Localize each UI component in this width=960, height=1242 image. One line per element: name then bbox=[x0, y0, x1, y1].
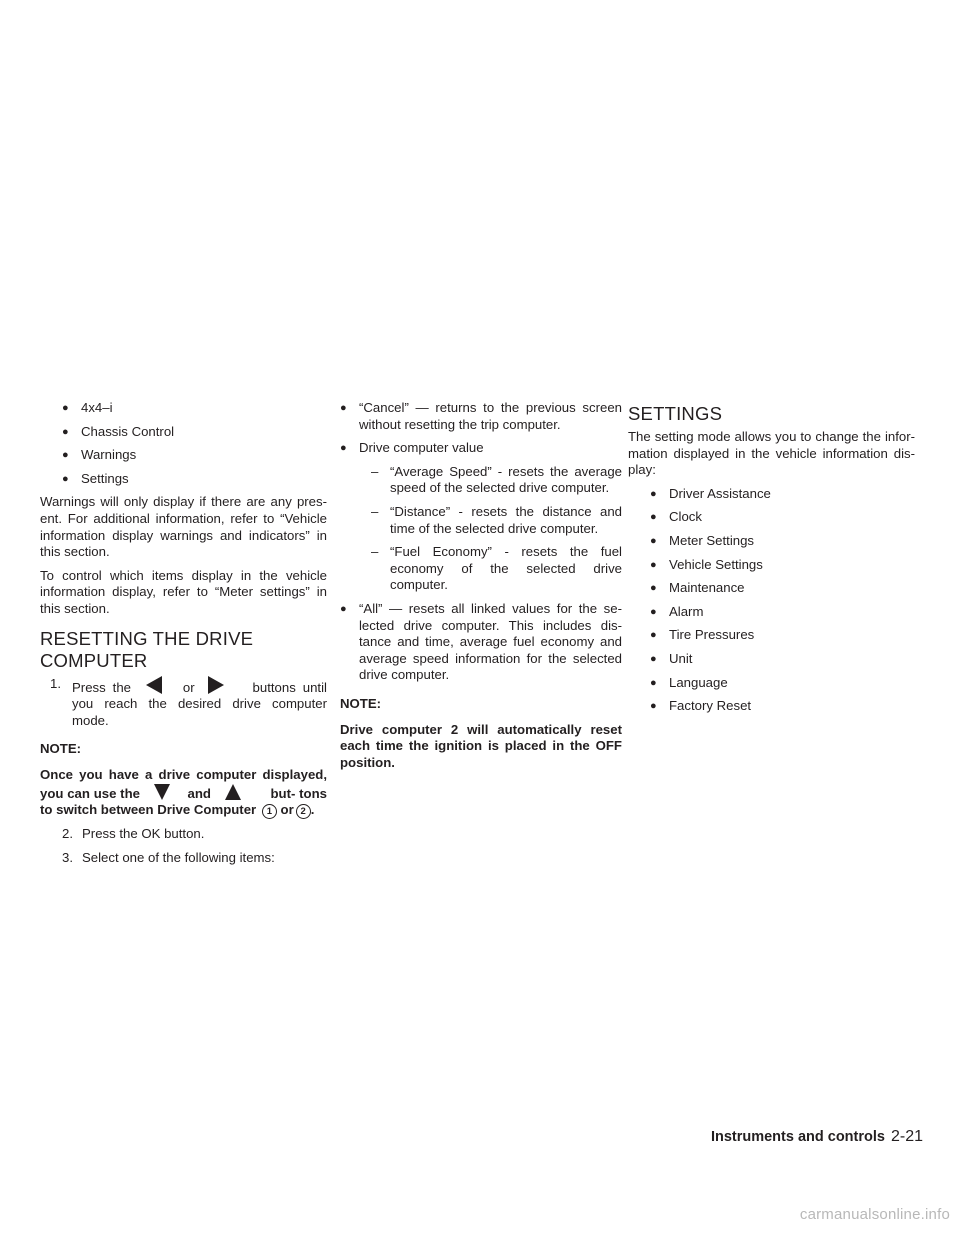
list-item: ● Alarm bbox=[650, 604, 915, 621]
step-3 bbox=[40, 850, 327, 867]
list-item: ● Vehicle Settings bbox=[650, 557, 915, 574]
step-text: Press the OK button. bbox=[82, 826, 205, 842]
left-triangle-icon bbox=[146, 676, 162, 694]
note-text-part: or bbox=[280, 802, 294, 818]
list-item-text: “All” — resets all linked values for the se- lected drive computer. This includes dis- tance and time, average fuel economy and average speed information for the selected drive computer. bbox=[359, 600, 622, 683]
right-triangle-icon bbox=[208, 676, 224, 694]
section-heading-settings: SETTINGS bbox=[628, 403, 723, 424]
note-text bbox=[40, 767, 327, 819]
list-item: ● Chassis Control bbox=[62, 424, 327, 441]
column-3 bbox=[628, 400, 915, 722]
watermark: carmanualsonline.info bbox=[799, 1206, 950, 1223]
note-label: NOTE: bbox=[40, 741, 82, 757]
page-footer bbox=[650, 1129, 923, 1146]
list-item: ● Factory Reset bbox=[650, 698, 915, 715]
step-2 bbox=[40, 826, 327, 843]
dash-icon: – bbox=[371, 503, 379, 519]
step-1 bbox=[40, 676, 327, 730]
list-item: ● Settings bbox=[62, 471, 327, 488]
page-number: 2-21 bbox=[890, 1128, 923, 1145]
column-2 bbox=[340, 400, 622, 778]
list-item-text: Drive computer value bbox=[359, 440, 484, 456]
up-triangle-icon bbox=[225, 784, 241, 800]
step-text: Select one of the following items: bbox=[82, 849, 275, 865]
callout-1-icon: 1 bbox=[262, 804, 277, 819]
list-item: ● Warnings bbox=[62, 447, 327, 464]
section-heading-resetting: RESETTING THE DRIVE COMPUTER bbox=[40, 627, 254, 671]
sub-item bbox=[363, 464, 622, 497]
list-item bbox=[340, 440, 622, 457]
sub-item bbox=[363, 544, 622, 594]
sub-item-text: “Distance” - resets the distance and time of the selected drive computer. bbox=[390, 503, 622, 536]
note-text: Drive computer 2 will automatically reset each time the ignition is placed in the OFF position. bbox=[340, 721, 622, 770]
note-text-part: and bbox=[187, 785, 211, 801]
paragraph-control: To control which items display in the vehicle information display, refer to “Meter settings” in this section. bbox=[40, 567, 327, 616]
list-item: ● Language bbox=[650, 675, 915, 692]
sub-item bbox=[363, 504, 622, 537]
sub-item-text: “Fuel Economy” - resets the fuel economy of the selected drive computer. bbox=[390, 544, 622, 593]
list-item bbox=[340, 400, 622, 433]
step-number: 3. bbox=[62, 849, 73, 865]
list-item: ● Clock bbox=[650, 509, 915, 526]
sub-item-text: “Average Speed” - resets the average speed of the selected drive computer. bbox=[390, 463, 622, 496]
note-text-part: Once you have a drive computer displayed, you can use the bbox=[40, 766, 327, 801]
list-item-text: “Cancel” — returns to the previous screen without resetting the trip computer. bbox=[359, 400, 622, 432]
dash-icon: – bbox=[371, 544, 379, 560]
list-item: ● 4x4–i bbox=[62, 400, 327, 417]
step-number: 2. bbox=[62, 826, 73, 842]
down-triangle-icon bbox=[154, 784, 170, 800]
column-1 bbox=[40, 400, 327, 873]
step-number: 1. bbox=[50, 675, 61, 691]
dash-icon: – bbox=[371, 463, 379, 479]
list-item: ● Meter Settings bbox=[650, 533, 915, 550]
paragraph-warnings: Warnings will only display if there are any pres- ent. For additional information, refer to “Vehicle information display warnings and indicators” in this section. bbox=[40, 494, 327, 560]
paragraph-settings-intro: The setting mode allows you to change the infor- mation displayed in the vehicle information dis- play: bbox=[628, 429, 915, 478]
note-label: NOTE: bbox=[340, 695, 382, 711]
note-text-part: but- tons to switch between Drive Computer bbox=[40, 785, 327, 818]
note-text-part: . bbox=[310, 802, 315, 818]
list-item: ● Tire Pressures bbox=[650, 627, 915, 644]
list-item: ● Driver Assistance bbox=[650, 486, 915, 503]
callout-2-icon: 2 bbox=[296, 804, 311, 819]
list-item bbox=[340, 601, 622, 684]
footer-section-title: Instruments and controls bbox=[710, 1129, 885, 1145]
step-text: or bbox=[182, 679, 195, 695]
list-item: ● Unit bbox=[650, 651, 915, 668]
list-item: ● Maintenance bbox=[650, 580, 915, 597]
step-text: Press the bbox=[72, 679, 131, 695]
step-text: buttons until you reach the desired drive computer mode. bbox=[72, 679, 327, 728]
